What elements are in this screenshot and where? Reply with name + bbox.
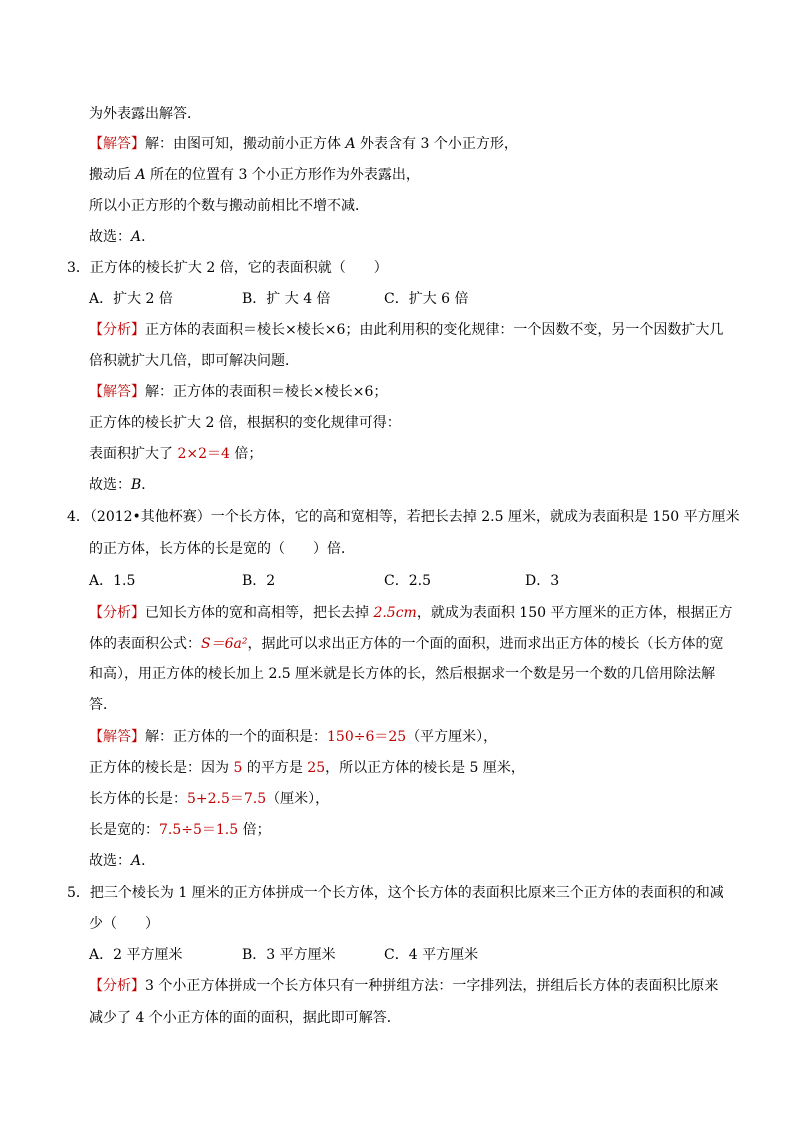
math-expression: 7.5÷5＝1.5: [159, 822, 239, 838]
answer-text: ，所以正方体的棱长是 5 厘米，: [325, 760, 525, 776]
choice-end: ．: [141, 477, 156, 493]
answer-text: 倍；: [229, 446, 263, 462]
answer-text: 正方体的棱长扩大 2 倍，根据积的变化规律可得：: [89, 415, 401, 431]
q4-stem-line-1: [67, 507, 740, 527]
intro-choice-line: [89, 227, 155, 247]
choice-prefix: 故选：: [89, 477, 131, 493]
q3-stem: [67, 258, 388, 278]
q4-answer-line-3: [89, 789, 329, 809]
answer-text: 倍；: [238, 822, 271, 838]
q5-option-a: A．2 平方厘米: [89, 947, 183, 963]
analysis-tag: 【分析】: [89, 322, 145, 338]
q4-option-c: C．2.5: [384, 573, 431, 589]
answer-text: 外表含有 3 个小正方形，: [355, 136, 518, 152]
choice-letter: A: [131, 853, 142, 869]
q4-option-b: B．2: [242, 573, 276, 589]
formula: S＝6a²: [201, 636, 248, 652]
math-expression: 2×2＝4: [177, 446, 230, 462]
q4-stem-line-2: [89, 539, 355, 559]
q3-option-b: B．扩 大 4 倍: [242, 291, 331, 307]
q5-option-c: C．4 平方厘米: [384, 947, 479, 963]
choice-prefix: 故选：: [89, 229, 131, 245]
q3-analysis-line-1: [89, 320, 723, 340]
math-number: 25: [307, 760, 326, 776]
q5-option-b: B．3 平方厘米: [242, 947, 336, 963]
analysis-text: 和高），用正方体的棱长加上 2.5 厘米就是长方体的长，然后根据求一个数是另一个数的几倍用除法解: [89, 666, 716, 682]
q4-analysis-line-3: [89, 664, 715, 684]
question-stem: 5．把三个棱长为 1 厘米的正方体拼成一个长方体，这个长方体的表面积比原来三个正方体的表面积的和减: [67, 885, 724, 901]
variable: A: [135, 167, 146, 183]
answer-text: 解：正方体的一个的面积是：: [145, 729, 327, 745]
q5-stem-line-1: [67, 883, 724, 903]
q3-answer-line-1: [89, 382, 387, 402]
q3-analysis-line-2: [89, 351, 299, 371]
intro-text: 为外表露出解答．: [89, 106, 201, 122]
q4-analysis-line-1: [89, 603, 732, 623]
q4-choice-line: [89, 851, 155, 871]
answer-text: 解：正方体的表面积＝棱长×棱长×6；: [145, 384, 388, 400]
intro-answer-line-2: [89, 165, 420, 185]
answer-text: 搬动后: [89, 167, 136, 183]
math-expression: 2.5cm: [373, 605, 417, 621]
q3-answer-line-3: [89, 444, 262, 464]
intro-answer-line-1: [89, 134, 518, 154]
analysis-text: ，就成为表面积 150 平方厘米的正方体，根据正方: [416, 605, 733, 621]
q3-option-c: C．扩大 6 倍: [384, 291, 469, 307]
q4-answer-line-1: [89, 727, 497, 747]
answer-text: 长方体的长是：: [89, 791, 187, 807]
analysis-tag: 【分析】: [89, 605, 145, 621]
question-stem: 3．正方体的棱长扩大 2 倍，它的表面积就（ ）: [67, 260, 388, 276]
choice-letter: B: [131, 477, 142, 493]
intro-answer-line-3: [89, 196, 369, 216]
math-expression: 5+2.5＝7.5: [187, 791, 267, 807]
q4-option-d: D．3: [525, 573, 560, 589]
choice-letter: A: [131, 229, 142, 245]
answer-tag: 【解答】: [89, 729, 145, 745]
analysis-text: 正方体的表面积＝棱长×棱长×6；由此利用积的变化规律：一个因数不变，另一个因数扩大几: [145, 322, 724, 338]
answer-text: （厘米），: [266, 791, 330, 807]
intro-line: [89, 104, 201, 124]
math-number: 5: [233, 760, 243, 776]
q4-option-a: A．1.5: [89, 573, 136, 589]
q5-analysis-line-2: [89, 1008, 401, 1028]
choice-prefix: 故选：: [89, 853, 131, 869]
answer-text: 所以小正方形的个数与搬动前相比不增不减．: [89, 198, 369, 214]
question-stem: 4．（2012•其他杯赛）一个长方体，它的高和宽相等，若把长去掉 2.5 厘米，就成为表面积是 150 平方厘米: [67, 509, 740, 525]
answer-tag: 【解答】: [89, 384, 145, 400]
math-expression: 150÷6＝25: [327, 729, 407, 745]
q4-analysis-line-4: [89, 695, 117, 715]
q4-analysis-line-2: [89, 634, 723, 654]
question-stem: 少（ ）: [89, 916, 159, 932]
answer-text: 正方体的棱长是：因为: [89, 760, 234, 776]
q5-analysis-line-1: [89, 976, 718, 996]
variable: A: [345, 136, 356, 152]
choice-end: ．: [141, 229, 156, 245]
analysis-text: 3 个小正方体拼成一个长方体只有一种拼组方法：一字排列法，拼组后长方体的表面积比原来: [145, 978, 719, 994]
q3-choice-line: [89, 475, 155, 495]
answer-text: （平方厘米），: [406, 729, 498, 745]
analysis-text: 倍积就扩大几倍，即可解决问题．: [89, 353, 299, 369]
answer-text: 解：由图可知，搬动前小正方体: [145, 136, 346, 152]
q3-answer-line-2: [89, 413, 401, 433]
analysis-text: 已知长方体的宽和高相等，把长去掉: [145, 605, 374, 621]
choice-end: ．: [141, 853, 156, 869]
analysis-text: 减少了 4 个小正方体的面的面积，据此即可解答．: [89, 1010, 401, 1026]
answer-text: 所在的位置有 3 个小正方形作为外表露出，: [145, 167, 420, 183]
analysis-text: 答．: [89, 697, 117, 713]
analysis-tag: 【分析】: [89, 978, 145, 994]
answer-text: 长是宽的：: [89, 822, 159, 838]
q5-stem-line-2: [89, 914, 159, 934]
answer-text: 的平方是: [242, 760, 308, 776]
analysis-text: 体的表面积公式：: [89, 636, 201, 652]
q3-option-a: A．扩大 2 倍: [89, 291, 173, 307]
question-stem: 的正方体，长方体的长是宽的（ ）倍．: [89, 541, 355, 557]
q4-answer-line-4: [89, 820, 271, 840]
q4-answer-line-2: [89, 758, 525, 778]
analysis-text: ，据此可以求出正方体的一个面的面积，进而求出正方体的棱长（长方体的宽: [247, 636, 724, 652]
answer-text: 表面积扩大了: [89, 446, 178, 462]
answer-tag: 【解答】: [89, 136, 145, 152]
